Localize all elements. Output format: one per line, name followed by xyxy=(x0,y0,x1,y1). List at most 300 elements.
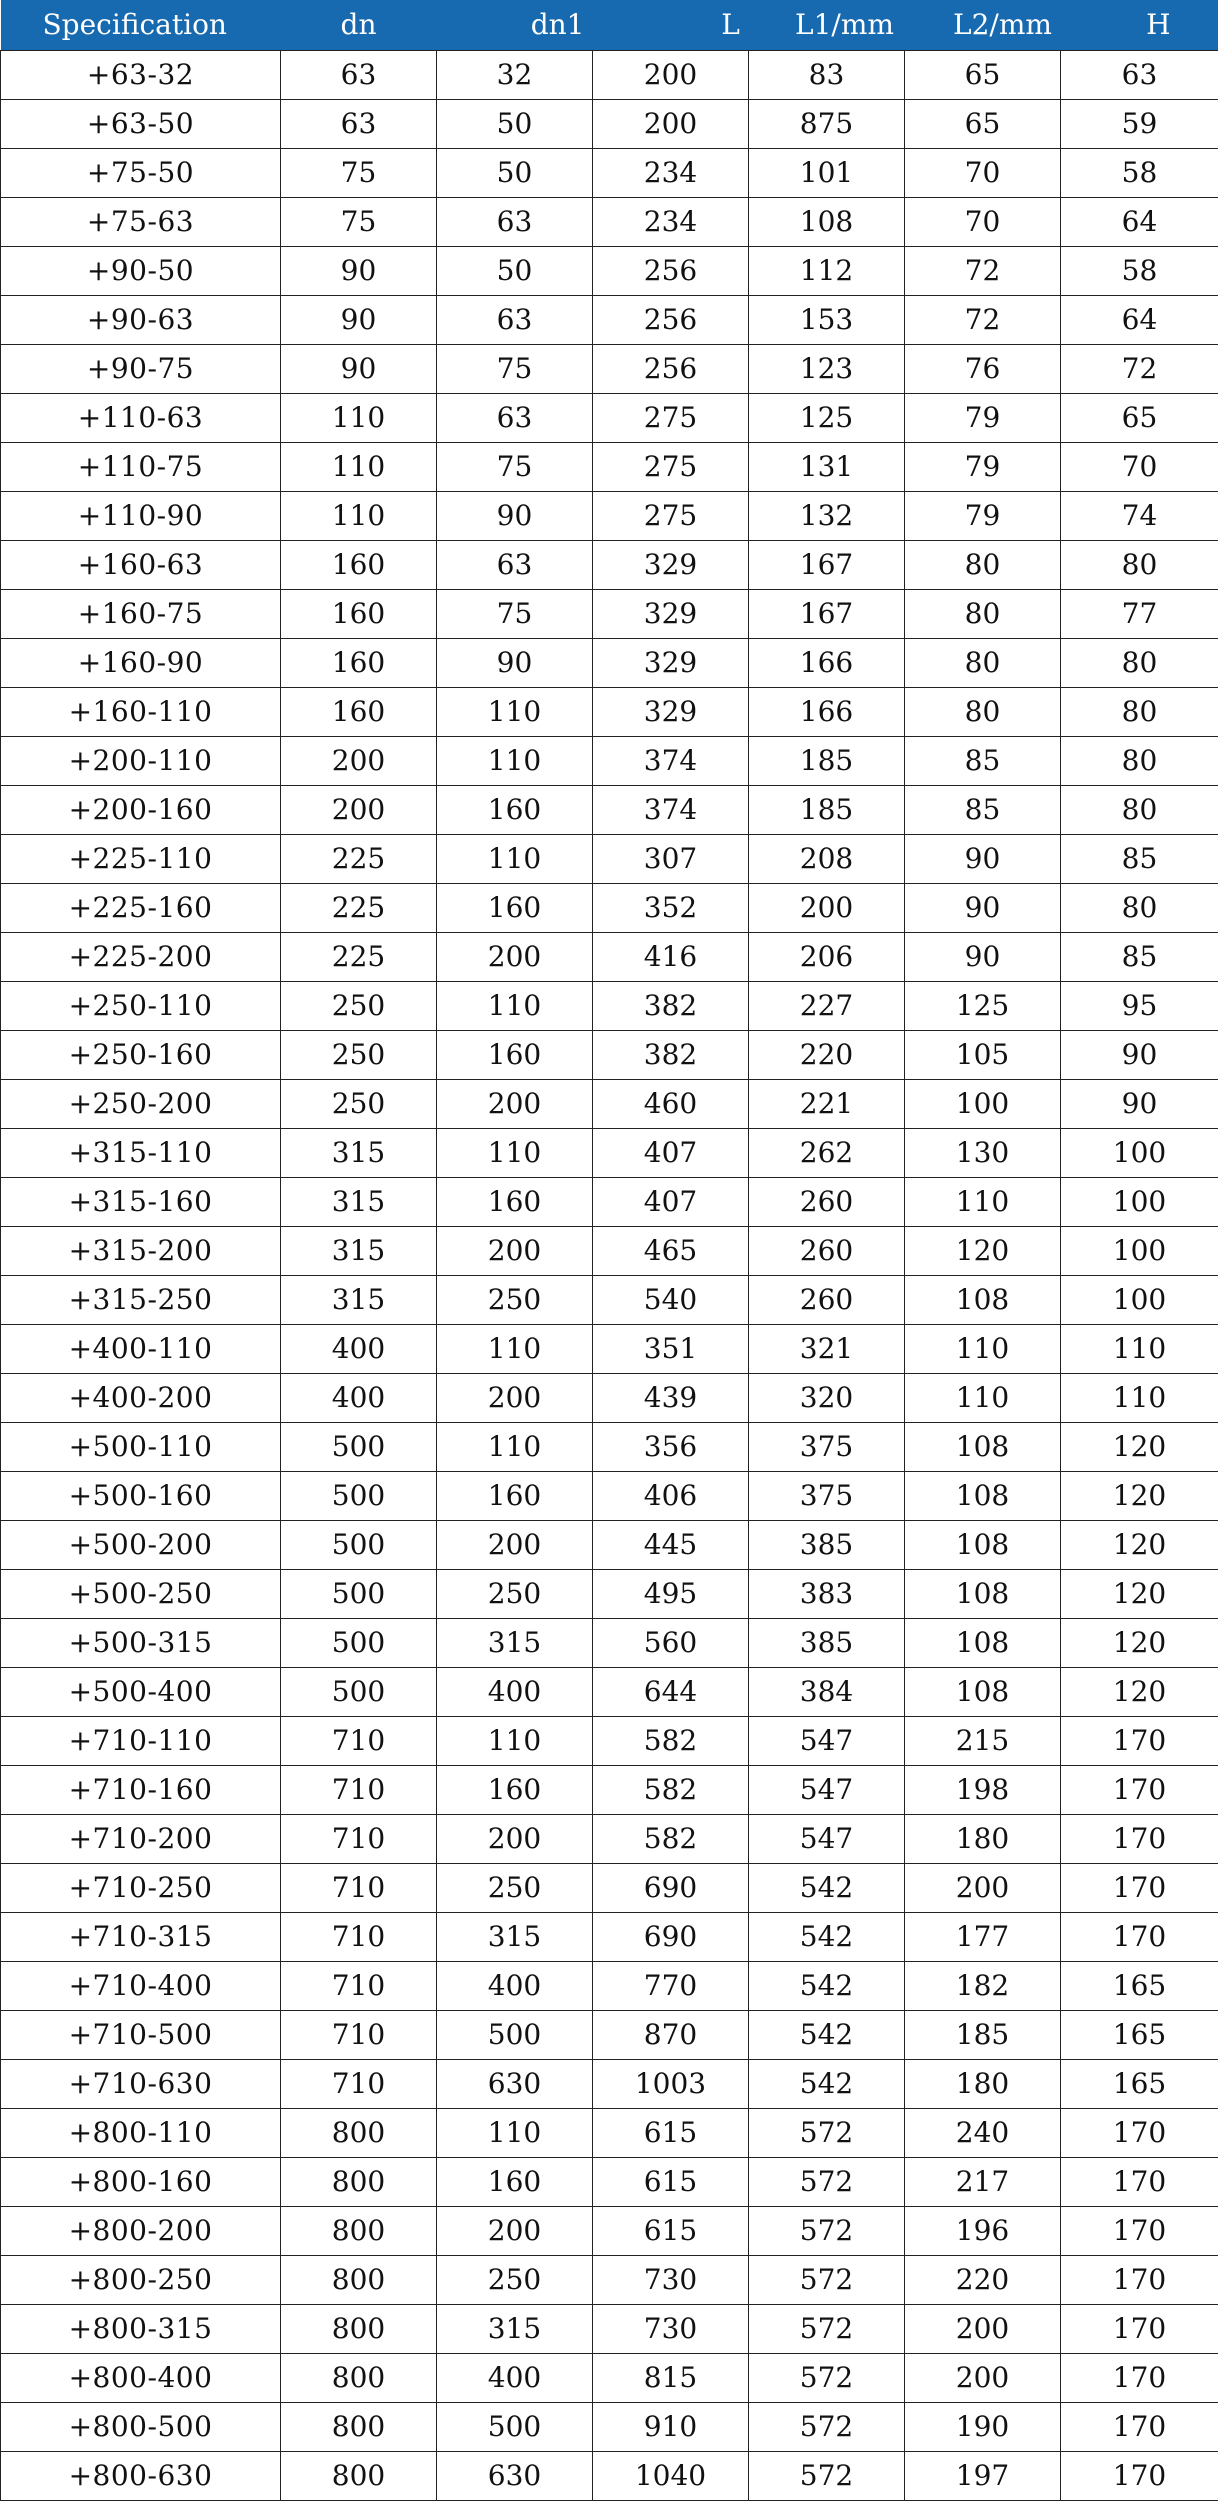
cell-specification: +200-160 xyxy=(1,785,281,834)
cell-l: 352 xyxy=(593,883,749,932)
cell-h: 80 xyxy=(1061,736,1218,785)
table-row xyxy=(1,2255,1218,2304)
table-row xyxy=(1,2304,1218,2353)
table-row xyxy=(1,1079,1218,1128)
cell-specification: +710-250 xyxy=(1,1863,281,1912)
cell-l2: 85 xyxy=(905,736,1061,785)
cell-l1: 260 xyxy=(749,1226,905,1275)
cell-dn: 200 xyxy=(281,736,437,785)
cell-l: 1003 xyxy=(593,2059,749,2108)
table-row xyxy=(1,393,1218,442)
cell-dn: 400 xyxy=(281,1324,437,1373)
cell-l2: 108 xyxy=(905,1618,1061,1667)
cell-dn: 500 xyxy=(281,1667,437,1716)
cell-l: 275 xyxy=(593,393,749,442)
cell-h: 170 xyxy=(1061,1765,1218,1814)
cell-specification: +315-200 xyxy=(1,1226,281,1275)
table-row xyxy=(1,2010,1218,2059)
cell-l: 382 xyxy=(593,981,749,1030)
table-row xyxy=(1,2402,1218,2451)
header-dn: dn xyxy=(281,0,437,50)
cell-h: 100 xyxy=(1061,1275,1218,1324)
cell-l: 329 xyxy=(593,638,749,687)
table-row xyxy=(1,1275,1218,1324)
table-row xyxy=(1,295,1218,344)
cell-dn1: 160 xyxy=(437,1765,593,1814)
cell-l: 374 xyxy=(593,785,749,834)
table-row xyxy=(1,2353,1218,2402)
cell-dn1: 160 xyxy=(437,1030,593,1079)
cell-h: 80 xyxy=(1061,883,1218,932)
cell-l: 329 xyxy=(593,540,749,589)
header-h: H xyxy=(1061,0,1218,50)
cell-l2: 130 xyxy=(905,1128,1061,1177)
cell-l2: 217 xyxy=(905,2157,1061,2206)
cell-dn1: 110 xyxy=(437,736,593,785)
cell-l: 307 xyxy=(593,834,749,883)
table-row xyxy=(1,932,1218,981)
cell-l1: 166 xyxy=(749,687,905,736)
table-row xyxy=(1,981,1218,1030)
cell-dn: 160 xyxy=(281,540,437,589)
cell-l2: 90 xyxy=(905,883,1061,932)
cell-specification: +500-160 xyxy=(1,1471,281,1520)
cell-l1: 260 xyxy=(749,1275,905,1324)
cell-dn1: 110 xyxy=(437,1422,593,1471)
cell-dn: 200 xyxy=(281,785,437,834)
cell-dn1: 500 xyxy=(437,2402,593,2451)
cell-dn: 800 xyxy=(281,2402,437,2451)
cell-l2: 240 xyxy=(905,2108,1061,2157)
cell-l1: 547 xyxy=(749,1814,905,1863)
cell-h: 170 xyxy=(1061,1912,1218,1961)
cell-dn: 110 xyxy=(281,491,437,540)
cell-dn1: 110 xyxy=(437,1324,593,1373)
cell-l2: 90 xyxy=(905,932,1061,981)
cell-dn1: 63 xyxy=(437,295,593,344)
cell-l: 690 xyxy=(593,1863,749,1912)
cell-h: 58 xyxy=(1061,148,1218,197)
cell-specification: +800-160 xyxy=(1,2157,281,2206)
cell-l: 439 xyxy=(593,1373,749,1422)
cell-l1: 542 xyxy=(749,2010,905,2059)
cell-l: 329 xyxy=(593,687,749,736)
cell-l2: 72 xyxy=(905,246,1061,295)
cell-l1: 572 xyxy=(749,2157,905,2206)
cell-l2: 197 xyxy=(905,2451,1061,2500)
cell-dn1: 200 xyxy=(437,1373,593,1422)
cell-specification: +63-32 xyxy=(1,50,281,99)
cell-l2: 110 xyxy=(905,1177,1061,1226)
cell-dn1: 400 xyxy=(437,2353,593,2402)
cell-l: 234 xyxy=(593,197,749,246)
cell-l1: 375 xyxy=(749,1471,905,1520)
cell-specification: +225-110 xyxy=(1,834,281,883)
cell-l2: 185 xyxy=(905,2010,1061,2059)
cell-h: 170 xyxy=(1061,2402,1218,2451)
cell-specification: +160-63 xyxy=(1,540,281,589)
cell-dn1: 50 xyxy=(437,246,593,295)
cell-specification: +800-315 xyxy=(1,2304,281,2353)
cell-dn1: 110 xyxy=(437,1128,593,1177)
cell-dn: 110 xyxy=(281,393,437,442)
cell-dn: 800 xyxy=(281,2255,437,2304)
cell-specification: +315-110 xyxy=(1,1128,281,1177)
cell-dn: 710 xyxy=(281,2010,437,2059)
cell-l1: 321 xyxy=(749,1324,905,1373)
cell-dn1: 50 xyxy=(437,99,593,148)
cell-specification: +90-50 xyxy=(1,246,281,295)
cell-l2: 200 xyxy=(905,2353,1061,2402)
table-row xyxy=(1,1765,1218,1814)
cell-specification: +710-200 xyxy=(1,1814,281,1863)
cell-h: 120 xyxy=(1061,1569,1218,1618)
cell-l1: 542 xyxy=(749,1863,905,1912)
cell-l: 275 xyxy=(593,491,749,540)
cell-l1: 108 xyxy=(749,197,905,246)
cell-dn1: 160 xyxy=(437,883,593,932)
cell-dn1: 90 xyxy=(437,491,593,540)
cell-h: 90 xyxy=(1061,1079,1218,1128)
cell-l1: 547 xyxy=(749,1765,905,1814)
table-row xyxy=(1,2059,1218,2108)
cell-specification: +225-200 xyxy=(1,932,281,981)
cell-specification: +250-110 xyxy=(1,981,281,1030)
cell-h: 110 xyxy=(1061,1373,1218,1422)
cell-l2: 190 xyxy=(905,2402,1061,2451)
cell-specification: +400-200 xyxy=(1,1373,281,1422)
cell-l: 910 xyxy=(593,2402,749,2451)
cell-dn1: 110 xyxy=(437,834,593,883)
cell-specification: +225-160 xyxy=(1,883,281,932)
cell-l: 495 xyxy=(593,1569,749,1618)
cell-dn1: 250 xyxy=(437,2255,593,2304)
cell-l1: 220 xyxy=(749,1030,905,1079)
cell-dn: 710 xyxy=(281,1863,437,1912)
cell-l: 730 xyxy=(593,2304,749,2353)
cell-l2: 70 xyxy=(905,148,1061,197)
table-row xyxy=(1,1618,1218,1667)
cell-dn: 315 xyxy=(281,1275,437,1324)
cell-h: 120 xyxy=(1061,1618,1218,1667)
table-row xyxy=(1,736,1218,785)
cell-specification: +800-400 xyxy=(1,2353,281,2402)
cell-l: 256 xyxy=(593,295,749,344)
cell-l2: 110 xyxy=(905,1373,1061,1422)
cell-l1: 101 xyxy=(749,148,905,197)
cell-h: 120 xyxy=(1061,1667,1218,1716)
cell-dn1: 75 xyxy=(437,344,593,393)
cell-l: 870 xyxy=(593,2010,749,2059)
cell-dn: 400 xyxy=(281,1373,437,1422)
cell-dn: 225 xyxy=(281,932,437,981)
cell-l2: 76 xyxy=(905,344,1061,393)
cell-h: 165 xyxy=(1061,2059,1218,2108)
cell-dn: 250 xyxy=(281,1030,437,1079)
cell-specification: +110-75 xyxy=(1,442,281,491)
table-row xyxy=(1,1177,1218,1226)
cell-dn1: 250 xyxy=(437,1569,593,1618)
cell-l2: 180 xyxy=(905,2059,1061,2108)
cell-l1: 227 xyxy=(749,981,905,1030)
cell-l2: 79 xyxy=(905,442,1061,491)
cell-h: 170 xyxy=(1061,2255,1218,2304)
cell-l2: 80 xyxy=(905,589,1061,638)
cell-specification: +160-75 xyxy=(1,589,281,638)
cell-specification: +800-630 xyxy=(1,2451,281,2500)
cell-l2: 108 xyxy=(905,1422,1061,1471)
cell-dn1: 32 xyxy=(437,50,593,99)
cell-l2: 100 xyxy=(905,1079,1061,1128)
table-row xyxy=(1,589,1218,638)
table-row xyxy=(1,1324,1218,1373)
cell-dn1: 315 xyxy=(437,2304,593,2353)
cell-l1: 83 xyxy=(749,50,905,99)
cell-specification: +75-50 xyxy=(1,148,281,197)
cell-dn1: 160 xyxy=(437,785,593,834)
table-row xyxy=(1,246,1218,295)
cell-specification: +160-110 xyxy=(1,687,281,736)
cell-h: 90 xyxy=(1061,1030,1218,1079)
cell-h: 170 xyxy=(1061,2353,1218,2402)
cell-l1: 547 xyxy=(749,1716,905,1765)
cell-specification: +200-110 xyxy=(1,736,281,785)
cell-h: 74 xyxy=(1061,491,1218,540)
cell-l: 234 xyxy=(593,148,749,197)
cell-l: 256 xyxy=(593,246,749,295)
cell-l: 406 xyxy=(593,1471,749,1520)
cell-dn: 250 xyxy=(281,981,437,1030)
cell-l2: 108 xyxy=(905,1667,1061,1716)
cell-l1: 542 xyxy=(749,1961,905,2010)
cell-specification: +710-500 xyxy=(1,2010,281,2059)
cell-l2: 108 xyxy=(905,1569,1061,1618)
table-row xyxy=(1,2206,1218,2255)
cell-l1: 875 xyxy=(749,99,905,148)
cell-specification: +250-200 xyxy=(1,1079,281,1128)
cell-l2: 70 xyxy=(905,197,1061,246)
cell-l: 329 xyxy=(593,589,749,638)
cell-l1: 572 xyxy=(749,2304,905,2353)
cell-h: 80 xyxy=(1061,540,1218,589)
table-row xyxy=(1,785,1218,834)
cell-l2: 79 xyxy=(905,393,1061,442)
cell-dn1: 63 xyxy=(437,540,593,589)
cell-specification: +315-160 xyxy=(1,1177,281,1226)
cell-specification: +800-200 xyxy=(1,2206,281,2255)
table-row xyxy=(1,883,1218,932)
cell-dn: 710 xyxy=(281,1765,437,1814)
cell-l: 351 xyxy=(593,1324,749,1373)
cell-dn: 75 xyxy=(281,197,437,246)
cell-specification: +800-250 xyxy=(1,2255,281,2304)
cell-l1: 208 xyxy=(749,834,905,883)
table-row xyxy=(1,687,1218,736)
table-row xyxy=(1,1569,1218,1618)
cell-specification: +500-110 xyxy=(1,1422,281,1471)
cell-l2: 182 xyxy=(905,1961,1061,2010)
table-row xyxy=(1,1422,1218,1471)
cell-specification: +90-63 xyxy=(1,295,281,344)
cell-dn: 800 xyxy=(281,2353,437,2402)
cell-dn1: 110 xyxy=(437,2108,593,2157)
cell-l: 644 xyxy=(593,1667,749,1716)
cell-l2: 200 xyxy=(905,2304,1061,2353)
cell-l: 275 xyxy=(593,442,749,491)
cell-l: 200 xyxy=(593,50,749,99)
cell-specification: +250-160 xyxy=(1,1030,281,1079)
cell-l: 540 xyxy=(593,1275,749,1324)
cell-dn1: 160 xyxy=(437,1471,593,1520)
cell-specification: +500-400 xyxy=(1,1667,281,1716)
cell-l: 770 xyxy=(593,1961,749,2010)
cell-specification: +710-110 xyxy=(1,1716,281,1765)
table-row xyxy=(1,1814,1218,1863)
cell-dn: 800 xyxy=(281,2451,437,2500)
cell-l1: 185 xyxy=(749,785,905,834)
cell-l1: 166 xyxy=(749,638,905,687)
cell-l: 690 xyxy=(593,1912,749,1961)
cell-h: 80 xyxy=(1061,785,1218,834)
header-specification: Specification xyxy=(1,0,281,50)
cell-specification: +500-315 xyxy=(1,1618,281,1667)
cell-l2: 80 xyxy=(905,687,1061,736)
cell-specification: +400-110 xyxy=(1,1324,281,1373)
cell-l2: 108 xyxy=(905,1471,1061,1520)
cell-l: 560 xyxy=(593,1618,749,1667)
cell-dn: 315 xyxy=(281,1177,437,1226)
cell-specification: +75-63 xyxy=(1,197,281,246)
cell-dn: 500 xyxy=(281,1618,437,1667)
table-row xyxy=(1,2157,1218,2206)
cell-h: 165 xyxy=(1061,1961,1218,2010)
table-row xyxy=(1,1128,1218,1177)
cell-h: 170 xyxy=(1061,2157,1218,2206)
cell-l2: 79 xyxy=(905,491,1061,540)
cell-dn1: 110 xyxy=(437,1716,593,1765)
cell-h: 120 xyxy=(1061,1520,1218,1569)
cell-h: 170 xyxy=(1061,2304,1218,2353)
cell-dn1: 200 xyxy=(437,1079,593,1128)
cell-h: 95 xyxy=(1061,981,1218,1030)
cell-l1: 200 xyxy=(749,883,905,932)
cell-l2: 90 xyxy=(905,834,1061,883)
cell-h: 170 xyxy=(1061,1716,1218,1765)
cell-dn: 500 xyxy=(281,1520,437,1569)
cell-l1: 185 xyxy=(749,736,905,785)
cell-h: 120 xyxy=(1061,1471,1218,1520)
cell-l1: 123 xyxy=(749,344,905,393)
cell-dn: 75 xyxy=(281,148,437,197)
cell-dn: 63 xyxy=(281,50,437,99)
cell-specification: +710-630 xyxy=(1,2059,281,2108)
table-row xyxy=(1,442,1218,491)
cell-l: 1040 xyxy=(593,2451,749,2500)
cell-dn: 710 xyxy=(281,1961,437,2010)
cell-l1: 542 xyxy=(749,1912,905,1961)
header-l2: L2/mm xyxy=(905,0,1061,50)
cell-l1: 385 xyxy=(749,1520,905,1569)
table-row xyxy=(1,1863,1218,1912)
cell-dn1: 110 xyxy=(437,687,593,736)
cell-l: 374 xyxy=(593,736,749,785)
table-row xyxy=(1,2451,1218,2500)
cell-dn1: 500 xyxy=(437,2010,593,2059)
cell-l2: 120 xyxy=(905,1226,1061,1275)
cell-dn1: 110 xyxy=(437,981,593,1030)
cell-dn1: 160 xyxy=(437,1177,593,1226)
cell-dn: 800 xyxy=(281,2304,437,2353)
table-body xyxy=(1,50,1218,2500)
cell-l2: 196 xyxy=(905,2206,1061,2255)
cell-dn: 160 xyxy=(281,638,437,687)
cell-dn: 90 xyxy=(281,246,437,295)
table-row xyxy=(1,1030,1218,1079)
cell-l1: 572 xyxy=(749,2255,905,2304)
cell-dn: 225 xyxy=(281,883,437,932)
cell-l2: 65 xyxy=(905,99,1061,148)
table-row xyxy=(1,344,1218,393)
cell-dn1: 630 xyxy=(437,2451,593,2500)
table-row xyxy=(1,197,1218,246)
cell-dn1: 250 xyxy=(437,1863,593,1912)
cell-h: 65 xyxy=(1061,393,1218,442)
cell-dn: 800 xyxy=(281,2206,437,2255)
cell-dn1: 315 xyxy=(437,1618,593,1667)
cell-h: 72 xyxy=(1061,344,1218,393)
cell-l: 445 xyxy=(593,1520,749,1569)
cell-h: 120 xyxy=(1061,1422,1218,1471)
cell-l1: 153 xyxy=(749,295,905,344)
cell-l1: 375 xyxy=(749,1422,905,1471)
cell-l1: 383 xyxy=(749,1569,905,1618)
cell-dn: 710 xyxy=(281,2059,437,2108)
cell-dn: 160 xyxy=(281,589,437,638)
cell-dn: 90 xyxy=(281,295,437,344)
cell-dn: 710 xyxy=(281,1912,437,1961)
cell-dn: 90 xyxy=(281,344,437,393)
table-row xyxy=(1,1520,1218,1569)
cell-l1: 167 xyxy=(749,589,905,638)
table-row xyxy=(1,99,1218,148)
cell-l: 582 xyxy=(593,1716,749,1765)
cell-h: 58 xyxy=(1061,246,1218,295)
header-l1: L1/mm xyxy=(749,0,905,50)
cell-l2: 72 xyxy=(905,295,1061,344)
cell-l2: 85 xyxy=(905,785,1061,834)
cell-l1: 112 xyxy=(749,246,905,295)
cell-dn: 315 xyxy=(281,1226,437,1275)
cell-dn1: 75 xyxy=(437,589,593,638)
cell-dn1: 75 xyxy=(437,442,593,491)
cell-l: 200 xyxy=(593,99,749,148)
cell-l: 730 xyxy=(593,2255,749,2304)
cell-specification: +710-160 xyxy=(1,1765,281,1814)
cell-l: 407 xyxy=(593,1128,749,1177)
cell-specification: +500-250 xyxy=(1,1569,281,1618)
cell-l2: 180 xyxy=(905,1814,1061,1863)
cell-specification: +63-50 xyxy=(1,99,281,148)
cell-l2: 108 xyxy=(905,1520,1061,1569)
cell-dn1: 50 xyxy=(437,148,593,197)
cell-dn: 63 xyxy=(281,99,437,148)
cell-dn1: 400 xyxy=(437,1667,593,1716)
cell-l1: 572 xyxy=(749,2206,905,2255)
cell-specification: +800-110 xyxy=(1,2108,281,2157)
cell-h: 165 xyxy=(1061,2010,1218,2059)
cell-l2: 80 xyxy=(905,638,1061,687)
table-row xyxy=(1,1373,1218,1422)
